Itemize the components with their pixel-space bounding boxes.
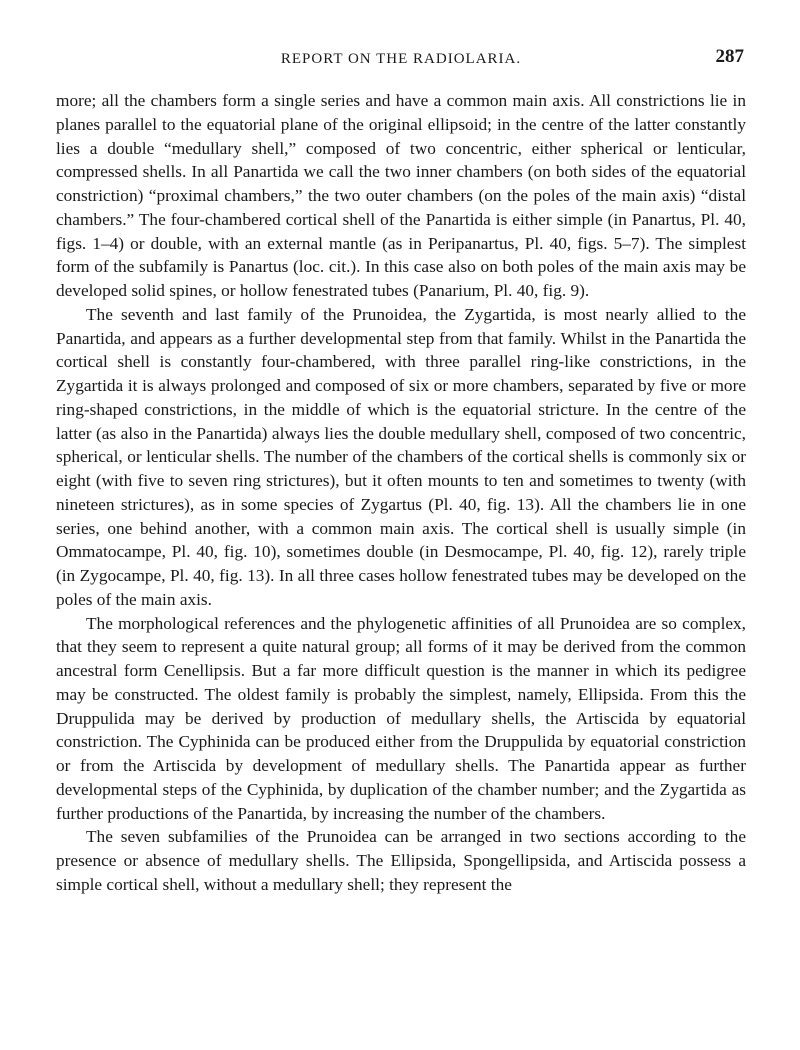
running-head: REPORT ON THE RADIOLARIA. [280, 51, 522, 67]
body-text [56, 89, 746, 897]
paragraph-4: The seven subfamilies of the Prunoidea can be arranged in two sections according to the presence or absence of medullary shells. The Ellipsida, Spongellipsida, and Artiscida possess a simple cortical shell, without a medullary shell; they represent the [56, 827, 746, 894]
paragraph-2: The seventh and last family of the Prunoidea, the Zygartida, is most nearly allied to the Panartida, and appears as a further developmental step from that family. Whilst in the Panartida the cortical shell is constantly four-chambered, with three parallel ring-like constrictions, in the Zygartida it is always prolonged and composed of six or more chambers, separated by five or more ring-shaped constrictions, in the middle of which is the equatorial stricture. In the centre of the latter (as also in the Panartida) always lies the double medullary shell, composed of two concentric, spherical, or lenticular shells. The number of the chambers of the cortical shells is commonly six or eight (with five to seven ring strictures), but it often mounts to ten and sometimes to twenty (with nineteen strictures), as in some species of Zygartus (Pl. 40, fig. 13). All the chambers lie in one series, one behind another, with a common main axis. The cortical shell is usually simple (in Ommatocampe, Pl. 40, fig. 10), sometimes double (in Desmocampe, Pl. 40, fig. 12), rarely triple (in Zygocampe, Pl. 40, fig. 13). In all three cases hollow fenestrated tubes may be developed on the poles of the main axis. [56, 304, 746, 609]
page-header [56, 46, 746, 76]
page-number: 287 [715, 46, 744, 67]
paragraph-1: more; all the chambers form a single series and have a common main axis. All constrictions lie in planes parallel to the equatorial plane of the original ellipsoid; in the centre of the latter constantly lies a double “medullary shell,” composed of two concentric, either spherical or lenticular, compressed shells. In all Panartida we call the two inner chambers (on both sides of the equatorial constriction) “proximal chambers,” the two outer chambers (on the poles of the main axis) “distal chambers.” The four-chambered cortical shell of the Panartida is either simple (in Panartus, Pl. 40, figs. 1–4) or double, with an external mantle (as in Peripanartus, Pl. 40, figs. 5–7). The simplest form of the subfamily is Panartus (loc. cit.). In this case also on both poles of the main axis may be developed solid spines, or hollow fenestrated tubes (Panarium, Pl. 40, fig. 9). [56, 91, 746, 300]
paragraph-3: The morphological references and the phylogenetic affinities of all Prunoidea are so complex, that they seem to represent a quite natural group; all forms of it may be derived from the common ancestral form Cenellipsis. But a far more difficult question is the manner in which its pedigree may be constructed. The oldest family is probably the simplest, namely, Ellipsida. From this the Druppulida may be derived by production of medullary shells, the Artiscida by equatorial constriction. The Cyphinida can be produced either from the Druppulida by equatorial constriction or from the Artiscida by development of medullary shells. The Panartida appear as further developmental steps of the Cyphinida, by duplication of the chamber number; and the Zygartida as further productions of the Panartida, by increasing the number of the chambers. [56, 613, 746, 823]
